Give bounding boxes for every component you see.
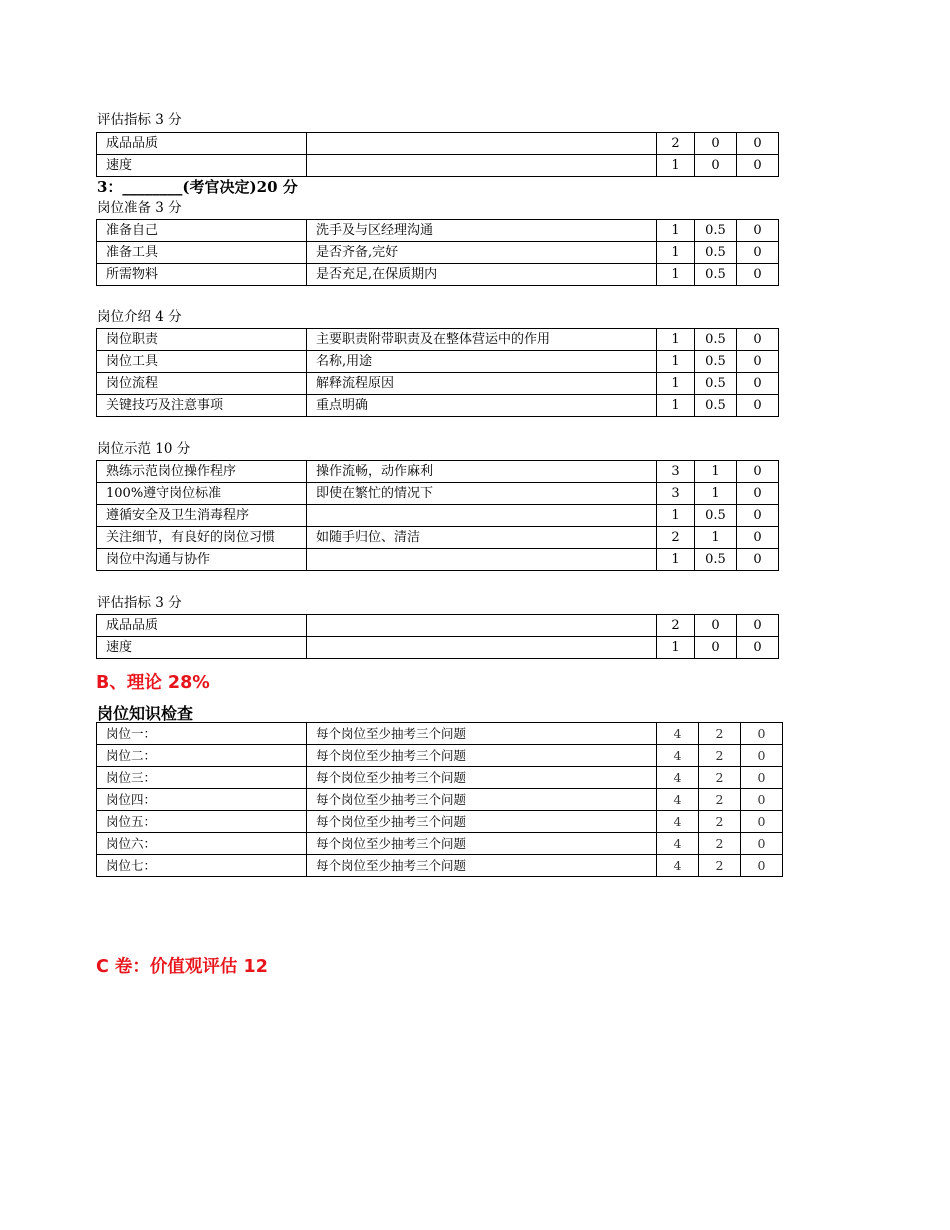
score-zero-cell: 0 <box>737 133 779 155</box>
note-cell: 每个岗位至少抽考三个问题 <box>307 767 657 789</box>
table-row <box>97 351 779 373</box>
table-row <box>97 527 779 549</box>
table-row <box>97 811 783 833</box>
note-cell: 每个岗位至少抽考三个问题 <box>307 833 657 855</box>
note-cell: 每个岗位至少抽考三个问题 <box>307 745 657 767</box>
item-cell: 岗位一： <box>97 723 307 745</box>
table-row <box>97 329 779 351</box>
note-cell: 洗手及与区经理沟通 <box>307 220 657 242</box>
intro-table <box>96 328 779 417</box>
score-full-cell: 1 <box>657 242 695 264</box>
note-cell: 每个岗位至少抽考三个问题 <box>307 855 657 877</box>
score-zero-cell: 0 <box>737 483 779 505</box>
table-row <box>97 373 779 395</box>
score-full-cell: 1 <box>657 373 695 395</box>
table-row <box>97 483 779 505</box>
note-cell <box>307 133 657 155</box>
score-zero-cell: 0 <box>737 373 779 395</box>
note-cell <box>307 549 657 571</box>
note-cell <box>307 505 657 527</box>
table-row <box>97 723 783 745</box>
part3-title: 3：________(考官决定)20 分 <box>97 178 298 196</box>
score-partial-cell: 0 <box>695 615 737 637</box>
item-cell: 熟练示范岗位操作程序 <box>97 461 307 483</box>
theory-heading: B、理论 28% <box>96 673 210 693</box>
item-cell: 遵循安全及卫生消毒程序 <box>97 505 307 527</box>
prep-table <box>96 219 779 286</box>
score-partial-cell: 1 <box>695 527 737 549</box>
score-partial-cell: 0.5 <box>695 329 737 351</box>
score-zero-cell: 0 <box>737 461 779 483</box>
item-cell: 岗位六： <box>97 833 307 855</box>
score-zero-cell: 0 <box>741 855 783 877</box>
score-zero-cell: 0 <box>737 220 779 242</box>
score-partial-cell: 2 <box>699 723 741 745</box>
item-cell: 岗位三： <box>97 767 307 789</box>
note-cell: 操作流畅，动作麻利 <box>307 461 657 483</box>
item-cell: 岗位中沟通与协作 <box>97 549 307 571</box>
table-row <box>97 133 779 155</box>
score-full-cell: 1 <box>657 155 695 177</box>
score-full-cell: 4 <box>657 833 699 855</box>
score-partial-cell: 0 <box>695 133 737 155</box>
score-full-cell: 2 <box>657 133 695 155</box>
score-zero-cell: 0 <box>737 527 779 549</box>
score-zero-cell: 0 <box>737 329 779 351</box>
score-full-cell: 4 <box>657 745 699 767</box>
table-row <box>97 789 783 811</box>
prep-title: 岗位准备 3 分 <box>97 200 182 216</box>
note-cell: 如随手归位、清洁 <box>307 527 657 549</box>
score-partial-cell: 0 <box>695 155 737 177</box>
table-row <box>97 745 783 767</box>
eval-table-1 <box>96 132 779 177</box>
intro-title: 岗位介绍 4 分 <box>97 309 182 325</box>
table-row <box>97 155 779 177</box>
note-cell: 解释流程原因 <box>307 373 657 395</box>
eval-title-1: 评估指标 3 分 <box>97 112 182 128</box>
score-full-cell: 1 <box>657 220 695 242</box>
score-zero-cell: 0 <box>737 155 779 177</box>
score-zero-cell: 0 <box>737 242 779 264</box>
score-full-cell: 1 <box>657 351 695 373</box>
score-partial-cell: 2 <box>699 811 741 833</box>
score-full-cell: 3 <box>657 483 695 505</box>
score-full-cell: 1 <box>657 264 695 286</box>
score-full-cell: 1 <box>657 395 695 417</box>
note-cell: 重点明确 <box>307 395 657 417</box>
score-partial-cell: 0.5 <box>695 395 737 417</box>
item-cell: 成品品质 <box>97 615 307 637</box>
table-row <box>97 637 779 659</box>
note-cell: 名称,用途 <box>307 351 657 373</box>
score-full-cell: 1 <box>657 549 695 571</box>
note-cell: 是否充足,在保质期内 <box>307 264 657 286</box>
item-cell: 岗位职责 <box>97 329 307 351</box>
note-cell <box>307 155 657 177</box>
note-cell: 每个岗位至少抽考三个问题 <box>307 723 657 745</box>
score-partial-cell: 2 <box>699 745 741 767</box>
table-row <box>97 242 779 264</box>
table-row <box>97 549 779 571</box>
table-row <box>97 220 779 242</box>
table-row <box>97 833 783 855</box>
knowledge-table <box>96 722 783 877</box>
item-cell: 岗位四： <box>97 789 307 811</box>
table-row <box>97 855 783 877</box>
score-partial-cell: 2 <box>699 855 741 877</box>
item-cell: 100%遵守岗位标准 <box>97 483 307 505</box>
score-full-cell: 2 <box>657 615 695 637</box>
score-zero-cell: 0 <box>741 745 783 767</box>
score-partial-cell: 2 <box>699 833 741 855</box>
item-cell: 岗位流程 <box>97 373 307 395</box>
knowledge-heading: 岗位知识检查 <box>97 704 194 723</box>
item-cell: 岗位五： <box>97 811 307 833</box>
item-cell: 关注细节，有良好的岗位习惯 <box>97 527 307 549</box>
score-full-cell: 4 <box>657 789 699 811</box>
table-row <box>97 505 779 527</box>
score-zero-cell: 0 <box>741 789 783 811</box>
score-full-cell: 1 <box>657 637 695 659</box>
table-row <box>97 395 779 417</box>
score-full-cell: 4 <box>657 723 699 745</box>
item-cell: 岗位工具 <box>97 351 307 373</box>
item-cell: 岗位二： <box>97 745 307 767</box>
score-full-cell: 3 <box>657 461 695 483</box>
table-row <box>97 615 779 637</box>
table-row <box>97 264 779 286</box>
table-row <box>97 767 783 789</box>
score-partial-cell: 0.5 <box>695 373 737 395</box>
score-zero-cell: 0 <box>737 264 779 286</box>
score-zero-cell: 0 <box>737 615 779 637</box>
score-partial-cell: 0.5 <box>695 549 737 571</box>
note-cell: 是否齐备,完好 <box>307 242 657 264</box>
score-zero-cell: 0 <box>737 505 779 527</box>
score-zero-cell: 0 <box>737 395 779 417</box>
score-full-cell: 1 <box>657 505 695 527</box>
note-cell <box>307 637 657 659</box>
score-partial-cell: 1 <box>695 461 737 483</box>
item-cell: 关键技巧及注意事项 <box>97 395 307 417</box>
score-full-cell: 4 <box>657 811 699 833</box>
note-cell: 每个岗位至少抽考三个问题 <box>307 811 657 833</box>
score-zero-cell: 0 <box>741 833 783 855</box>
score-partial-cell: 0 <box>695 637 737 659</box>
score-full-cell: 2 <box>657 527 695 549</box>
eval-table-2 <box>96 614 779 659</box>
note-cell <box>307 615 657 637</box>
demo-table <box>96 460 779 571</box>
score-full-cell: 4 <box>657 767 699 789</box>
score-partial-cell: 2 <box>699 767 741 789</box>
score-partial-cell: 0.5 <box>695 351 737 373</box>
score-zero-cell: 0 <box>737 351 779 373</box>
table-row <box>97 461 779 483</box>
score-zero-cell: 0 <box>741 811 783 833</box>
score-zero-cell: 0 <box>741 767 783 789</box>
values-heading: C 卷：价值观评估 12 <box>96 957 268 977</box>
score-zero-cell: 0 <box>737 637 779 659</box>
note-cell: 即使在繁忙的情况下 <box>307 483 657 505</box>
score-partial-cell: 0.5 <box>695 505 737 527</box>
score-partial-cell: 0.5 <box>695 242 737 264</box>
item-cell: 准备自己 <box>97 220 307 242</box>
score-full-cell: 4 <box>657 855 699 877</box>
item-cell: 所需物料 <box>97 264 307 286</box>
score-zero-cell: 0 <box>737 549 779 571</box>
score-partial-cell: 0.5 <box>695 220 737 242</box>
demo-title: 岗位示范 10 分 <box>97 441 191 457</box>
item-cell: 速度 <box>97 637 307 659</box>
item-cell: 岗位七： <box>97 855 307 877</box>
item-cell: 速度 <box>97 155 307 177</box>
note-cell: 主要职责附带职责及在整体营运中的作用 <box>307 329 657 351</box>
item-cell: 成品品质 <box>97 133 307 155</box>
score-partial-cell: 0.5 <box>695 264 737 286</box>
score-zero-cell: 0 <box>741 723 783 745</box>
eval-title-2: 评估指标 3 分 <box>97 595 182 611</box>
score-full-cell: 1 <box>657 329 695 351</box>
score-partial-cell: 1 <box>695 483 737 505</box>
item-cell: 准备工具 <box>97 242 307 264</box>
score-partial-cell: 2 <box>699 789 741 811</box>
note-cell: 每个岗位至少抽考三个问题 <box>307 789 657 811</box>
